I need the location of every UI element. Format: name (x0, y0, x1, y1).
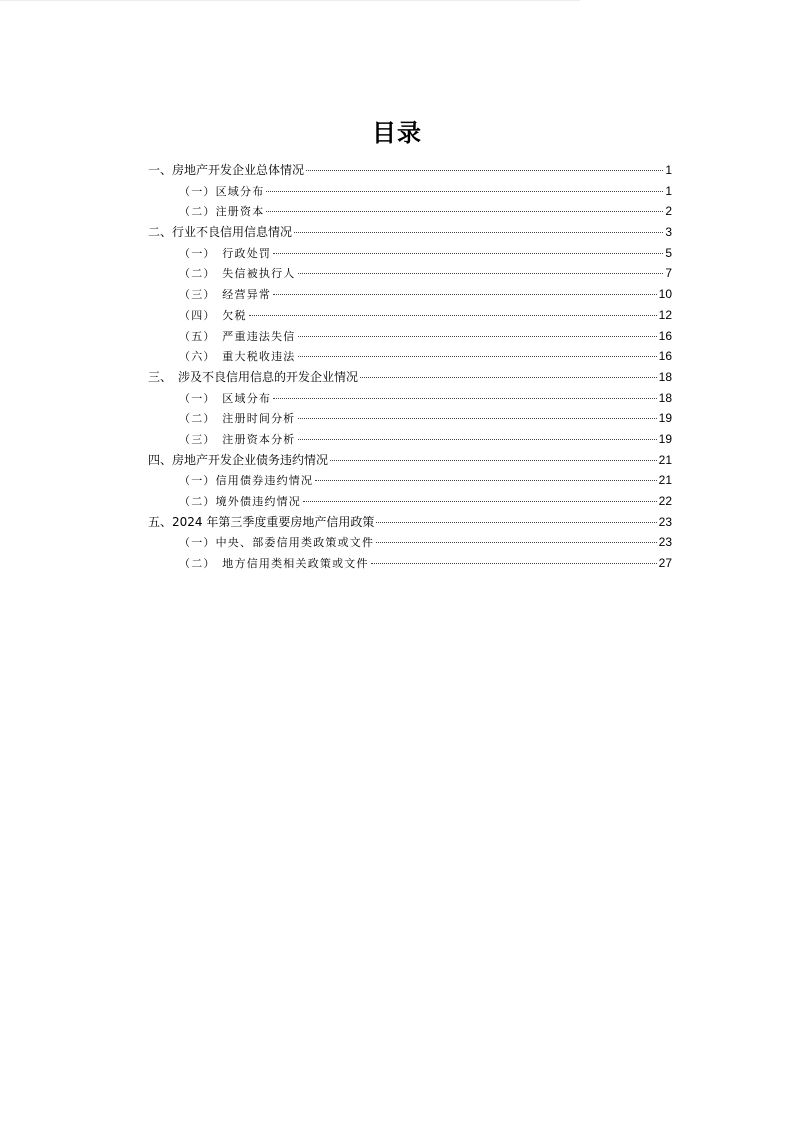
toc-entry-subsection[interactable] (148, 305, 672, 326)
toc-dot-leader (315, 480, 656, 481)
toc-entry-subsection[interactable] (148, 491, 672, 512)
toc-entry-subsection[interactable] (148, 532, 672, 553)
toc-dot-leader (249, 315, 657, 316)
toc-entry-section[interactable] (148, 222, 672, 243)
toc-dot-leader (306, 170, 663, 171)
toc-dot-leader (376, 542, 656, 543)
toc-entry-section[interactable] (148, 450, 672, 471)
toc-page-number: 5 (665, 245, 672, 260)
toc-page-number: 1 (665, 163, 672, 177)
toc-entry-subsection[interactable] (148, 201, 672, 222)
toc-page-number: 16 (658, 349, 672, 364)
toc-entry-subsection[interactable] (148, 388, 672, 409)
toc-dot-leader (298, 273, 664, 274)
toc-dot-leader (266, 191, 663, 192)
toc-dot-leader (371, 563, 657, 564)
toc-entry-text: （三） 经营异常 (179, 288, 272, 302)
toc-entry-text: 四、房地产开发企业债务违约情况 (148, 452, 329, 467)
toc-page-number: 22 (658, 494, 672, 508)
toc-dot-leader (298, 356, 657, 357)
toc-entry-subsection[interactable] (148, 429, 672, 450)
toc-entry-text: （一） 行政处罚 (179, 246, 272, 260)
toc-page-number: 21 (658, 452, 672, 467)
toc-entry-text: 三、 涉及不良信用信息的开发企业情况 (148, 369, 359, 384)
table-of-contents (148, 160, 672, 574)
toc-entry-subsection[interactable] (148, 263, 672, 284)
toc-entry-text: （二） 地方信用类相关政策或文件 (179, 557, 369, 571)
toc-entry-text: （二） 注册时间分析 (179, 412, 296, 426)
toc-page-number: 19 (658, 431, 672, 446)
toc-entry-text: 二、行业不良信用信息情况 (148, 225, 293, 240)
toc-entry-subsection[interactable] (148, 284, 672, 305)
toc-page-number: 18 (658, 369, 672, 384)
toc-page-number: 10 (658, 287, 672, 302)
toc-entry-text: （六） 重大税收违法 (179, 350, 296, 364)
toc-entry-text: （三） 注册资本分析 (179, 432, 296, 446)
toc-page-number: 1 (665, 183, 672, 198)
toc-entry-subsection[interactable] (148, 553, 672, 574)
toc-dot-leader (298, 336, 657, 337)
toc-dot-leader (298, 418, 657, 419)
toc-title: 目录 (372, 119, 422, 148)
toc-entry-text: （四） 欠税 (179, 308, 247, 322)
toc-page-number: 18 (658, 390, 672, 405)
toc-page-number: 19 (658, 411, 672, 426)
toc-entry-text: 五、2024 年第三季度重要房地产信用政策 (148, 514, 375, 529)
toc-entry-subsection[interactable] (148, 408, 672, 429)
toc-dot-leader (298, 439, 657, 440)
toc-entry-text: （五） 严重违法失信 (179, 329, 296, 343)
toc-entry-text: （二） 失信被执行人 (179, 267, 296, 281)
toc-entry-text: （一）信用债券违约情况 (179, 474, 314, 488)
toc-dot-leader (266, 211, 663, 212)
toc-page-number: 3 (665, 225, 672, 240)
toc-entry-subsection[interactable] (148, 470, 672, 491)
toc-dot-leader (273, 294, 657, 295)
toc-page-number: 23 (658, 514, 672, 529)
toc-page-number: 12 (658, 307, 672, 322)
toc-page-number: 27 (658, 556, 672, 571)
toc-dot-leader (330, 460, 657, 461)
toc-page-number: 7 (665, 266, 672, 281)
toc-entry-section[interactable] (148, 512, 672, 533)
toc-entry-text: （二）境外债违约情况 (179, 495, 301, 508)
toc-entry-text: （一） 区域分布 (179, 391, 272, 405)
toc-entry-text: 一、房地产开发企业总体情况 (148, 163, 305, 177)
toc-dot-leader (294, 232, 663, 233)
page-top-rule (0, 0, 580, 1)
toc-entry-subsection[interactable] (148, 326, 672, 347)
toc-dot-leader (273, 253, 663, 254)
toc-entry-text: （一）中央、部委信用类政策或文件 (179, 536, 375, 550)
toc-entry-subsection[interactable] (148, 346, 672, 367)
toc-entry-text: （一）区域分布 (179, 184, 265, 198)
toc-dot-leader (273, 398, 657, 399)
toc-entry-subsection[interactable] (148, 243, 672, 264)
toc-page-number: 23 (658, 535, 672, 550)
toc-dot-leader (303, 501, 657, 502)
toc-dot-leader (376, 522, 656, 523)
toc-entry-subsection[interactable] (148, 181, 672, 202)
toc-page-number: 16 (658, 328, 672, 343)
toc-page-number: 2 (665, 204, 672, 219)
toc-entry-section[interactable] (148, 160, 672, 181)
toc-entry-text: （二）注册资本 (179, 205, 265, 219)
toc-entry-section[interactable] (148, 367, 672, 388)
toc-page-number: 21 (658, 473, 672, 488)
toc-dot-leader (360, 377, 657, 378)
